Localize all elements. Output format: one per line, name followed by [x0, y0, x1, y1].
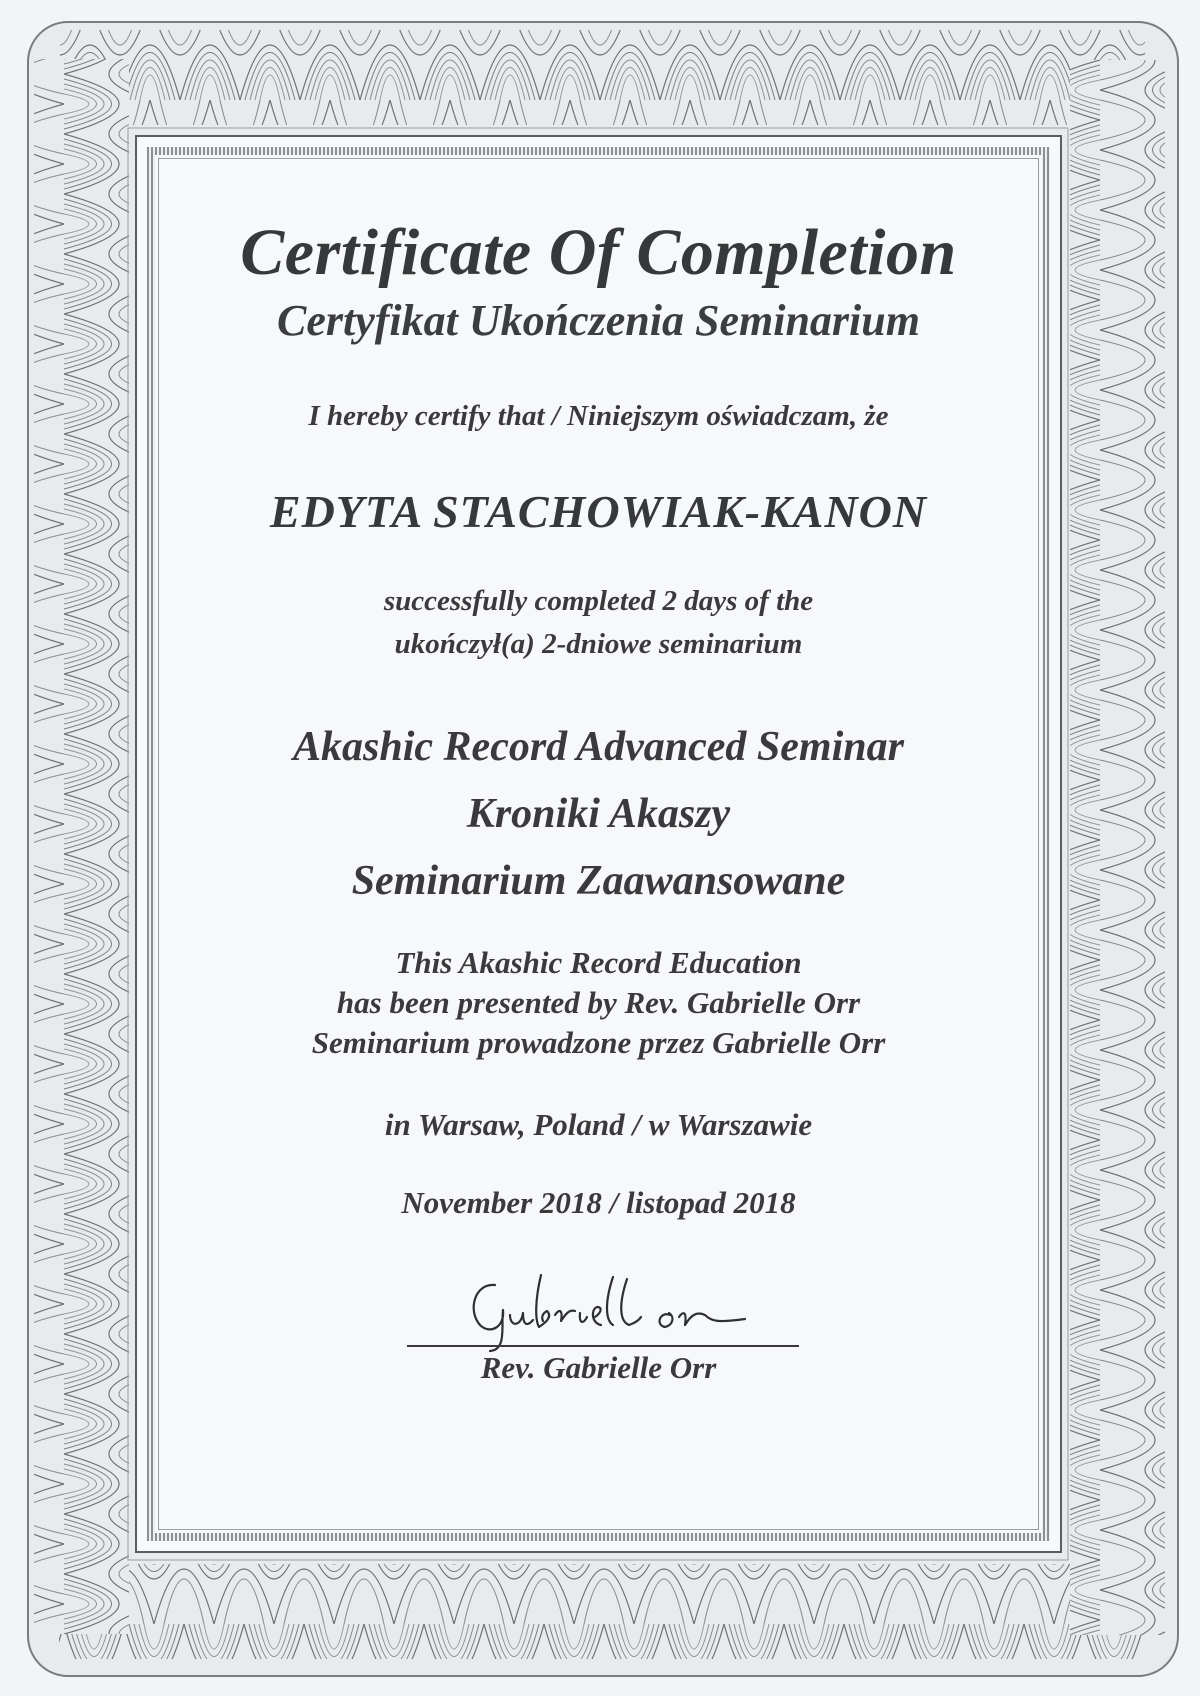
seminar-line: Kroniki Akaszy: [466, 791, 731, 837]
seminar-line: Akashic Record Advanced Seminar: [293, 724, 904, 770]
education-line: This Akashic Record Education: [395, 945, 802, 980]
date: November 2018 / listopad 2018: [401, 1185, 796, 1220]
seminar-line: Seminarium Zaawansowane: [351, 858, 846, 904]
title-pl: Certyfikat Ukończenia Seminarium: [277, 296, 920, 345]
signature-line: [407, 1345, 799, 1347]
certify-line: I hereby certify that / Niniejszym oświadczam, że: [308, 400, 889, 432]
recipient-name: EDYTA STACHOWIAK-KANON: [269, 486, 928, 537]
handwritten-signature: [455, 1265, 775, 1355]
education-line: Seminarium prowadzone przez Gabrielle Orr: [311, 1025, 886, 1060]
education-line: has been presented by Rev. Gabrielle Orr: [336, 985, 861, 1020]
completed-pl: ukończył(a) 2-dniowe seminarium: [394, 628, 803, 660]
title-en: Certificate Of Completion: [240, 216, 957, 289]
completed-en: successfully completed 2 days of the: [383, 585, 814, 617]
signer-name: Rev. Gabrielle Orr: [480, 1350, 717, 1385]
location: in Warsaw, Poland / w Warszawie: [384, 1107, 813, 1142]
